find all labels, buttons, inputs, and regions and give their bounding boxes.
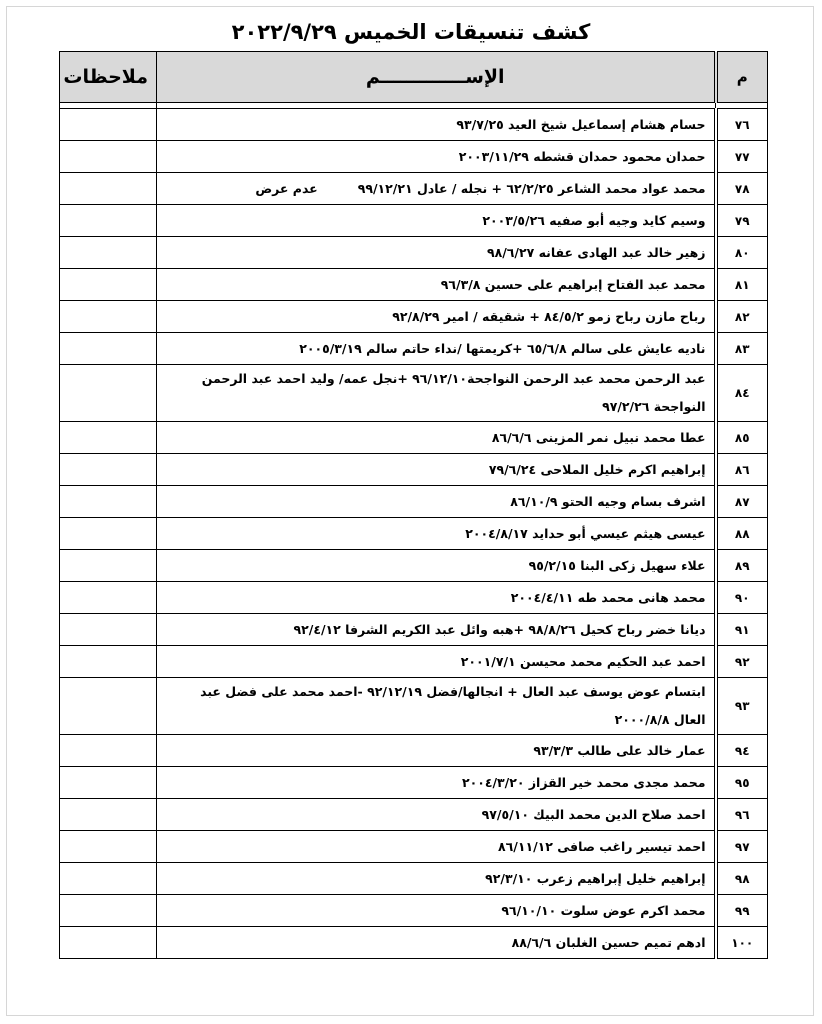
row-number: ٧٦ bbox=[716, 109, 768, 141]
row-name: احمد تيسير راغب صافى ٨٦/١١/١٢ bbox=[498, 838, 706, 854]
row-name: وسيم كايد وجيه أبو صفيه ٢٠٠٣/٥/٢٦ bbox=[482, 212, 706, 228]
row-notes bbox=[60, 614, 157, 646]
row-name: إبراهيم خليل إبراهيم زعرب ٩٢/٣/١٠ bbox=[485, 870, 706, 886]
row-name-cell bbox=[157, 141, 716, 173]
row-name: عبد الرحمن محمد عبد الرحمن النواجحة٩٦/١٢/١٠ +نجل عمه/ وليد احمد عبد الرحمن النواجحة ٩٧/٢/٢٦ bbox=[201, 371, 706, 414]
row-name-cell bbox=[157, 365, 716, 422]
row-name-cell bbox=[157, 863, 716, 895]
row-name: محمد اكرم عوض سلوت ٩٦/١٠/١٠ bbox=[501, 902, 706, 918]
row-notes bbox=[60, 205, 157, 237]
row-number: ٨٦ bbox=[716, 454, 768, 486]
table-row bbox=[60, 518, 768, 550]
row-notes bbox=[60, 454, 157, 486]
table-row bbox=[60, 454, 768, 486]
row-number: ٩٩ bbox=[716, 895, 768, 927]
row-name: عمار خالد على طالب ٩٣/٣/٣ bbox=[533, 742, 706, 758]
row-name-cell bbox=[157, 269, 716, 301]
row-notes bbox=[60, 895, 157, 927]
row-number: ٧٨ bbox=[716, 173, 768, 205]
row-name: عطا محمد نبيل نمر المزينى ٨٦/٦/٦ bbox=[491, 429, 706, 445]
names-table bbox=[59, 51, 768, 959]
row-name-cell bbox=[157, 237, 716, 269]
row-notes bbox=[60, 301, 157, 333]
table-row bbox=[60, 301, 768, 333]
row-name: محمد عبد الفتاح إبراهيم على حسين ٩٦/٣/٨ bbox=[440, 276, 706, 292]
row-notes bbox=[60, 831, 157, 863]
row-notes bbox=[60, 678, 157, 735]
row-name: محمد مجدى محمد خير القزاز ٢٠٠٤/٣/٢٠ bbox=[461, 774, 706, 790]
table-row bbox=[60, 767, 768, 799]
row-number: ٨٨ bbox=[716, 518, 768, 550]
row-name-cell bbox=[157, 895, 716, 927]
row-notes bbox=[60, 109, 157, 141]
table-row bbox=[60, 333, 768, 365]
table-row bbox=[60, 109, 768, 141]
row-notes bbox=[60, 863, 157, 895]
table-row bbox=[60, 799, 768, 831]
table-header-row bbox=[60, 52, 768, 103]
row-remark: عدم عرض bbox=[255, 180, 318, 196]
header-notes: ملاحظات bbox=[60, 52, 157, 103]
row-name-cell bbox=[157, 486, 716, 518]
row-name-cell bbox=[157, 678, 716, 735]
row-number: ٧٧ bbox=[716, 141, 768, 173]
row-number: ٧٩ bbox=[716, 205, 768, 237]
row-number: ٨٠ bbox=[716, 237, 768, 269]
row-number: ٩٨ bbox=[716, 863, 768, 895]
table-row bbox=[60, 365, 768, 422]
row-number: ٩١ bbox=[716, 614, 768, 646]
row-name: زهير خالد عبد الهادى عفانه ٩٨/٦/٢٧ bbox=[486, 244, 706, 260]
row-name-cell bbox=[157, 735, 716, 767]
row-number: ٨٣ bbox=[716, 333, 768, 365]
table-row bbox=[60, 422, 768, 454]
row-notes bbox=[60, 767, 157, 799]
row-notes bbox=[60, 365, 157, 422]
row-name-cell bbox=[157, 582, 716, 614]
table-row bbox=[60, 646, 768, 678]
row-name-cell bbox=[157, 518, 716, 550]
row-name-cell bbox=[157, 301, 716, 333]
row-notes bbox=[60, 486, 157, 518]
row-notes bbox=[60, 237, 157, 269]
row-name: حسام هشام إسماعيل شيخ العيد ٩٣/٧/٢٥ bbox=[456, 116, 706, 132]
row-notes bbox=[60, 735, 157, 767]
row-notes bbox=[60, 927, 157, 959]
row-name: محمد عواد محمد الشاعر ٦٢/٢/٢٥ + نجله / عادل ٩٩/١٢/٢١ bbox=[357, 180, 706, 196]
row-name: ابتسام عوض يوسف عبد العال + انجالها/فضل ٩٢/١٢/١٩ -احمد محمد على فضل عبد العال ٢٠٠٠/٨/٨ bbox=[200, 684, 706, 727]
row-name: حمدان محمود حمدان قشطه ٢٠٠٣/١١/٢٩ bbox=[458, 148, 706, 164]
row-name-cell bbox=[157, 205, 716, 237]
row-notes bbox=[60, 333, 157, 365]
row-number: ٨٤ bbox=[716, 365, 768, 422]
row-notes bbox=[60, 799, 157, 831]
row-name-cell bbox=[157, 333, 716, 365]
row-name: احمد صلاح الدين محمد البيك ٩٧/٥/١٠ bbox=[481, 806, 706, 822]
table-row bbox=[60, 895, 768, 927]
row-name-cell bbox=[157, 454, 716, 486]
table-row bbox=[60, 735, 768, 767]
row-name: عيسى هيثم عيسي أبو حدايد ٢٠٠٤/٨/١٧ bbox=[465, 525, 706, 541]
row-number: ٨٧ bbox=[716, 486, 768, 518]
row-number: ٨٩ bbox=[716, 550, 768, 582]
row-name-cell bbox=[157, 646, 716, 678]
row-name: رباح مازن رباح زمو ٨٤/٥/٢ + شقيقه / امير ٩٢/٨/٢٩ bbox=[392, 308, 706, 324]
table-row bbox=[60, 927, 768, 959]
row-name: محمد هانى محمد طه ٢٠٠٤/٤/١١ bbox=[510, 589, 706, 605]
row-name: ناديه عايش على سالم ٦٥/٦/٨ +كريمتها /نداء حاتم سالم ٢٠٠٥/٣/١٩ bbox=[299, 340, 706, 356]
row-notes bbox=[60, 646, 157, 678]
table-row bbox=[60, 205, 768, 237]
row-notes bbox=[60, 141, 157, 173]
table-row bbox=[60, 141, 768, 173]
row-name: إبراهيم اكرم خليل الملاحى ٧٩/٦/٢٤ bbox=[488, 461, 706, 477]
row-number: ٩٠ bbox=[716, 582, 768, 614]
row-notes bbox=[60, 550, 157, 582]
table-row bbox=[60, 614, 768, 646]
row-name-cell bbox=[157, 109, 716, 141]
row-number: ٩٤ bbox=[716, 735, 768, 767]
row-name-cell bbox=[157, 767, 716, 799]
row-name-cell bbox=[157, 799, 716, 831]
row-name: اشرف بسام وجيه الحتو ٨٦/١٠/٩ bbox=[510, 493, 706, 509]
table-row bbox=[60, 486, 768, 518]
row-number: ٩٧ bbox=[716, 831, 768, 863]
row-name-cell bbox=[157, 422, 716, 454]
row-name-cell bbox=[157, 927, 716, 959]
row-notes bbox=[60, 173, 157, 205]
row-number: ٨٥ bbox=[716, 422, 768, 454]
row-number: ٩٥ bbox=[716, 767, 768, 799]
table-row bbox=[60, 550, 768, 582]
row-name-cell bbox=[157, 614, 716, 646]
table-row bbox=[60, 269, 768, 301]
table-row bbox=[60, 831, 768, 863]
row-notes bbox=[60, 422, 157, 454]
row-notes bbox=[60, 582, 157, 614]
table-row bbox=[60, 173, 768, 205]
row-name-cell bbox=[157, 173, 716, 205]
row-number: ٨٢ bbox=[716, 301, 768, 333]
row-name-cell bbox=[157, 550, 716, 582]
header-number: م bbox=[716, 52, 768, 103]
row-number: ١٠٠ bbox=[716, 927, 768, 959]
row-name: ادهم تميم حسين الغلبان ٨٨/٦/٦ bbox=[511, 934, 706, 950]
document-title: كشف تنسيقات الخميس ٢٠٢٢/٩/٢٩ bbox=[231, 20, 591, 44]
row-name: احمد عبد الحكيم محمد محيسن ٢٠٠١/٧/١ bbox=[460, 653, 706, 669]
row-notes bbox=[60, 269, 157, 301]
header-name: الإســـــــــــــم bbox=[157, 52, 716, 103]
row-notes bbox=[60, 518, 157, 550]
row-name: ديانا خضر رباح كحيل ٩٨/٨/٢٦ +هبه وائل عبد الكريم الشرفا ٩٢/٤/١٢ bbox=[293, 621, 706, 637]
row-name: علاء سهيل زكى البنا ٩٥/٢/١٥ bbox=[528, 557, 706, 573]
row-number: ٨١ bbox=[716, 269, 768, 301]
row-number: ٩٢ bbox=[716, 646, 768, 678]
row-number: ٩٣ bbox=[716, 678, 768, 735]
table-row bbox=[60, 237, 768, 269]
table-row bbox=[60, 582, 768, 614]
table-row bbox=[60, 863, 768, 895]
row-name-cell bbox=[157, 831, 716, 863]
table-row bbox=[60, 678, 768, 735]
row-number: ٩٦ bbox=[716, 799, 768, 831]
